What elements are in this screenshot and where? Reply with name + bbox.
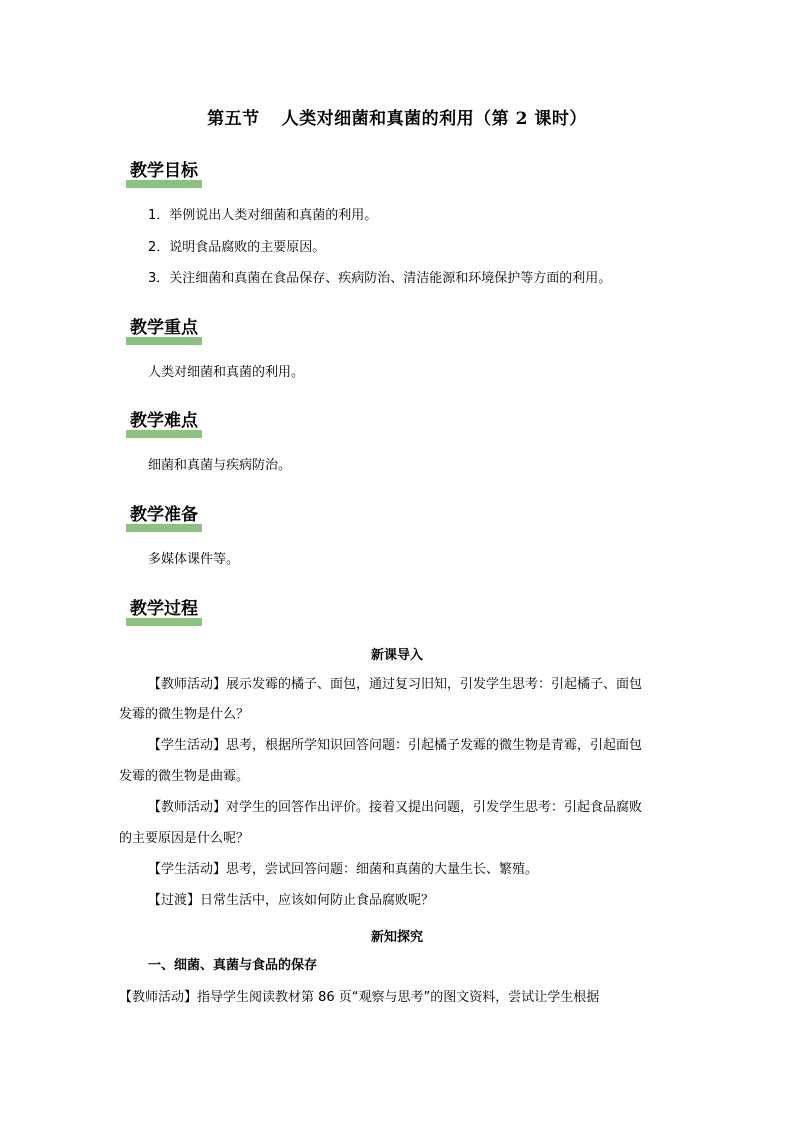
process-line-2: 发霉的微生物是什么？ — [119, 707, 250, 722]
difficulties-text: 细菌和真菌与疾病防治。 — [148, 458, 292, 473]
key-points-text: 人类对细菌和真菌的利用。 — [148, 365, 305, 380]
process-line-8: 【过渡】日常生活中，应该如何防止食品腐败呢？ — [148, 893, 435, 908]
process-line-3: 【学生活动】思考，根据所学知识回答问题：引起橘子发霉的微生物是青霉，引起面包 — [148, 738, 643, 753]
process-last-line: 【教师活动】指导学生阅读教材第 86 页“观察与思考”的图文资料，尝试让学生根据 — [119, 990, 600, 1005]
subsection-title: 一、细菌、真菌与食品的保存 — [148, 958, 318, 973]
objective-item-2: 2．说明食品腐败的主要原因。 — [148, 240, 326, 255]
page-title — [0, 104, 794, 129]
heading-process: 教学过程 — [126, 596, 202, 626]
objective-item-1: 1．举例说出人类对细菌和真菌的利用。 — [148, 208, 378, 223]
heading-preparation: 教学准备 — [126, 502, 202, 532]
process-line-4: 发霉的微生物是曲霉。 — [119, 769, 250, 784]
objective-item-3: 3．关注细菌和真菌在食品保存、疾病防治、清洁能源和环境保护等方面的利用。 — [148, 271, 612, 286]
preparation-text: 多媒体课件等。 — [148, 552, 240, 567]
heading-key-points: 教学重点 — [126, 315, 202, 345]
process-line-7: 【学生活动】思考，尝试回答问题：细菌和真菌的大量生长、繁殖。 — [148, 862, 539, 877]
heading-objectives: 教学目标 — [126, 158, 202, 188]
intro-title: 新课导入 — [370, 648, 423, 663]
title-section-number: 第五节 — [207, 109, 260, 129]
explore-title: 新知探究 — [370, 930, 423, 945]
process-line-5: 【教师活动】对学生的回答作出评价。接着又提出问题，引发学生思考：引起食品腐败 — [148, 800, 643, 815]
process-line-1: 【教师活动】展示发霉的橘子、面包，通过复习旧知，引发学生思考：引起橘子、面包 — [148, 677, 643, 692]
heading-difficulties: 教学难点 — [126, 408, 202, 438]
title-text: 人类对细菌和真菌的利用（第 2 课时） — [281, 109, 587, 129]
process-line-6: 的主要原因是什么呢？ — [119, 831, 250, 846]
